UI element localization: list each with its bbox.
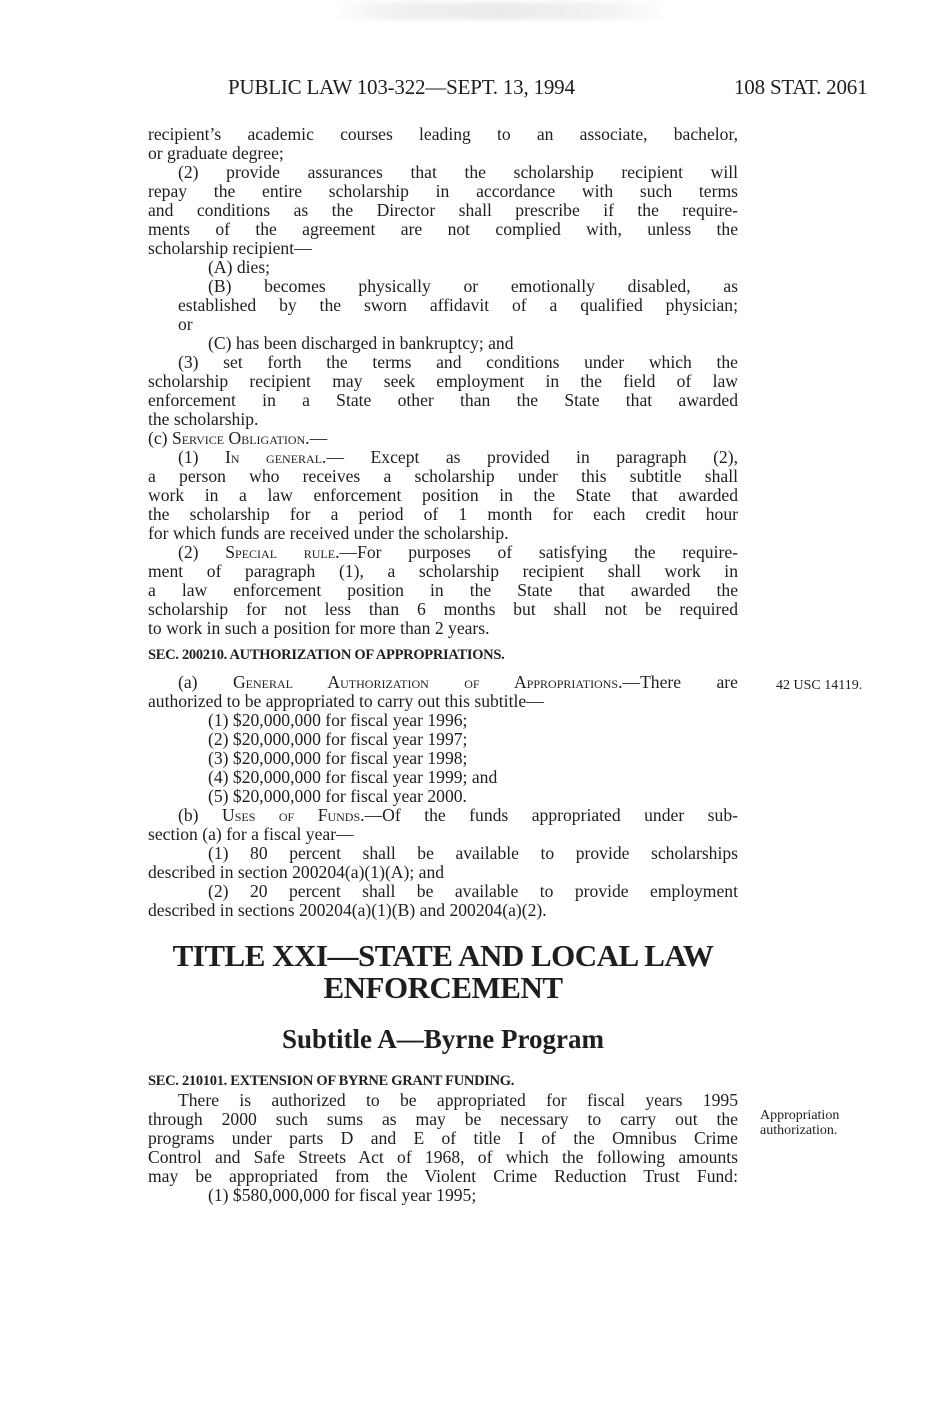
- text-fragment: (2): [178, 542, 226, 562]
- text-line: a law enforcement position in the State that awarded the: [148, 580, 738, 600]
- text-line: described in section 200204(a)(1)(A); and: [148, 862, 445, 882]
- subsection-caption: General Authorization of Appropriations.: [232, 672, 623, 692]
- text-fragment: (1): [178, 447, 226, 467]
- running-head-left: PUBLIC LAW 103-322—SEPT. 13, 1994: [228, 75, 575, 99]
- text-line: ment of paragraph (1), a scholarship recipient shall work in: [148, 561, 738, 581]
- section-heading-200210: SEC. 200210. AUTHORIZATION OF APPROPRIATIONS.: [148, 647, 505, 663]
- text-line: for which funds are received under the scholarship.: [148, 523, 509, 543]
- text-line: (A) dies;: [208, 257, 271, 277]
- text-line: enforcement in a State other than the State that awarded: [148, 390, 738, 410]
- subsection-caption: Service Obligation.: [171, 428, 310, 448]
- text-line: (1) 80 percent shall be available to provide scholarships: [208, 843, 738, 863]
- subsection-heading-general-authorization: [148, 673, 738, 692]
- text-line: programs under parts D and E of title I of the Omnibus Crime: [148, 1128, 738, 1148]
- text-line: a person who receives a scholarship under this subtitle shall: [148, 466, 738, 486]
- text-line: (B) becomes physically or emotionally disabled, as: [208, 276, 738, 296]
- subtitle-heading: Subtitle A—Byrne Program: [282, 1024, 604, 1054]
- spacer: [148, 920, 738, 940]
- appropriation-item: (1) $580,000,000 for fiscal year 1995;: [208, 1185, 477, 1205]
- text-line: the scholarship.: [148, 409, 259, 429]
- subsection-heading-service-obligation: [148, 429, 738, 448]
- text-line: to work in such a position for more than 2 years.: [148, 618, 490, 638]
- text-fragment: —For purposes of satisfying the require-: [339, 542, 738, 562]
- subsection-heading-uses-of-funds: [148, 806, 738, 825]
- running-head: [0, 75, 948, 105]
- title-heading-line-2: ENFORCEMENT: [323, 970, 563, 1005]
- text-line: (2) 20 percent shall be available to provide employment: [208, 881, 738, 901]
- text-line: or graduate degree;: [148, 143, 284, 163]
- paragraph-heading-special-rule: [148, 543, 738, 562]
- text-fragment: — Except as provided in paragraph (2),: [326, 447, 738, 467]
- text-line: recipient’s academic courses leading to an associate, bachelor,: [148, 124, 738, 144]
- appropriation-item: (3) $20,000,000 for fiscal year 1998;: [208, 748, 468, 768]
- text-fragment: —Of the funds appropriated under sub-: [364, 805, 738, 825]
- text-line: work in a law enforcement position in the State that awarded: [148, 485, 738, 505]
- paragraph-heading-in-general: [148, 448, 738, 467]
- bleed-through-artifact: [330, 2, 670, 20]
- margin-note-line: Appropriation: [760, 1108, 840, 1123]
- text-line: repay the entire scholarship in accordance with such terms: [148, 181, 738, 201]
- appropriation-item: (5) $20,000,000 for fiscal year 2000.: [208, 786, 467, 806]
- appropriation-item: (2) $20,000,000 for fiscal year 1997;: [208, 729, 468, 749]
- appropriation-item: (1) $20,000,000 for fiscal year 1996;: [208, 710, 468, 730]
- text-line: Control and Safe Streets Act of 1968, of which the following amounts: [148, 1147, 738, 1167]
- text-fragment: —There are: [622, 672, 738, 692]
- text-line: There is authorized to be appropriated for fiscal years 1995: [178, 1090, 738, 1110]
- text-line: described in sections 200204(a)(1)(B) and 200204(a)(2).: [148, 900, 547, 920]
- title-heading-line-1: TITLE XXI—STATE AND LOCAL LAW: [172, 938, 714, 973]
- text-line: (3) set forth the terms and conditions under which the: [178, 352, 738, 372]
- text-line: section (a) for a fiscal year—: [148, 824, 354, 844]
- text-line: (2) provide assurances that the scholarship recipient will: [178, 162, 738, 182]
- text-line: (C) has been discharged in bankruptcy; and: [208, 333, 514, 353]
- text-line: scholarship recipient—: [148, 238, 312, 258]
- text-line: through 2000 such sums as may be necessary to carry out the: [148, 1109, 738, 1129]
- text-fragment: (b): [178, 805, 222, 825]
- margin-note-usc-citation: 42 USC 14119.: [776, 678, 863, 693]
- text-line: established by the sworn affidavit of a qualified physician;: [178, 295, 738, 315]
- text-line: ments of the agreement are not complied with, unless the: [148, 219, 738, 239]
- running-head-right: 108 STAT. 2061: [734, 75, 868, 99]
- margin-note-line: authorization.: [760, 1123, 838, 1138]
- text-line: authorized to be appropriated to carry out this subtitle—: [148, 691, 544, 711]
- paragraph-caption: Special rule.: [225, 542, 340, 562]
- text-line: scholarship recipient may seek employment in the field of law: [148, 371, 738, 391]
- text-fragment: —: [309, 428, 328, 448]
- subsection-caption: Uses of Funds.: [222, 805, 365, 825]
- text-fragment: (a): [178, 672, 233, 692]
- paragraph-caption: In general.: [225, 447, 327, 467]
- section-heading-210101: SEC. 210101. EXTENSION OF BYRNE GRANT FUNDING.: [148, 1073, 515, 1089]
- page-body: [148, 125, 738, 1205]
- text-line: scholarship for not less than 6 months but shall not be required: [148, 599, 738, 619]
- text-line: the scholarship for a period of 1 month for each credit hour: [148, 504, 738, 524]
- appropriation-item: (4) $20,000,000 for fiscal year 1999; and: [208, 767, 498, 787]
- text-fragment: (c): [148, 428, 172, 448]
- margin-note-appropriation-authorization: [760, 1108, 839, 1138]
- text-line: or: [178, 314, 193, 334]
- text-line: may be appropriated from the Violent Crime Reduction Trust Fund:: [148, 1166, 738, 1186]
- text-line: and conditions as the Director shall prescribe if the require-: [148, 200, 738, 220]
